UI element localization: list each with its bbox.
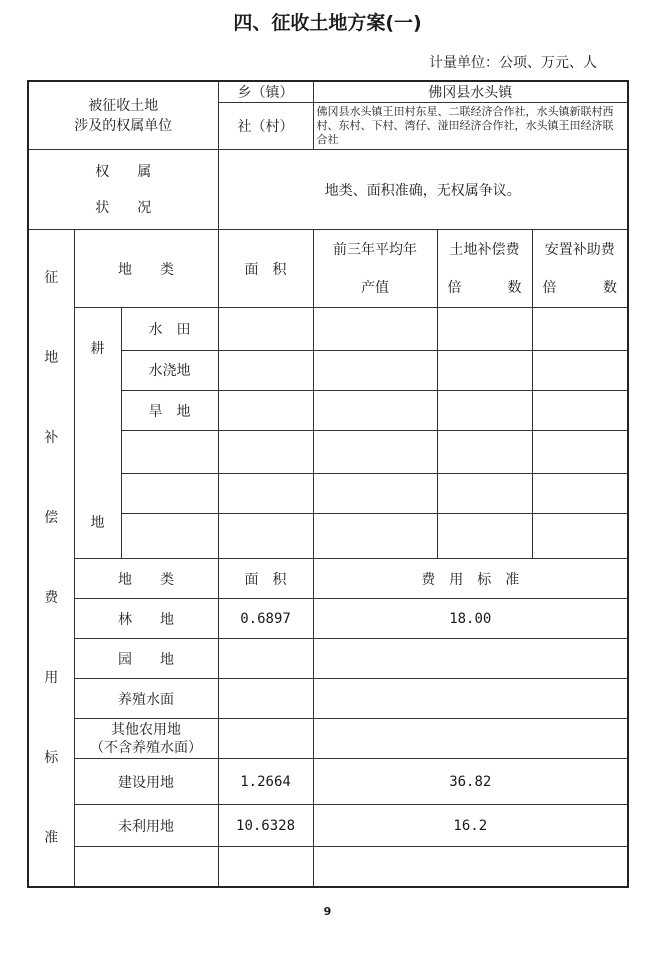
other-row-type: 养殖水面 [74, 679, 218, 719]
farmland-row-resettle [532, 473, 628, 513]
farmland-header-area: 面 积 [218, 230, 313, 308]
farmland-row-output [313, 350, 437, 390]
other-header-area: 面 积 [218, 559, 313, 599]
farmland-group-label [74, 308, 121, 559]
village-label: 社（村） [218, 103, 313, 150]
farmland-row-type [121, 473, 218, 513]
other-row-type [74, 719, 218, 759]
farmland-row-resettle [532, 308, 628, 351]
other-row-type: 园 地 [74, 639, 218, 679]
other-row-type-line2: （不含养殖水面） [90, 739, 203, 756]
other-row-area [218, 679, 313, 719]
other-row-area: 1.2664 [218, 759, 313, 805]
other-row-standard [313, 719, 628, 759]
farmland-row-resettle [532, 431, 628, 474]
status-value: 地类、面积准确，无权属争议。 [218, 150, 628, 230]
farmland-row-area [218, 514, 313, 559]
farmland-row-output [313, 390, 437, 430]
village-value: 佛冈县水头镇王田村东星、二联经济合作社，水头镇新联村西村、东村、下村、湾仔、湴田经济合作社，水头镇王田经济联合社 [313, 103, 628, 150]
output-line1: 前三年平均年 [333, 241, 418, 258]
side-char: 标 [44, 749, 59, 766]
comp-right: 数 [507, 279, 522, 296]
farmland-row-resettle [532, 350, 628, 390]
side-char: 准 [44, 829, 59, 846]
side-char: 费 [44, 589, 59, 606]
other-row-type-line1: 其他农用地 [111, 721, 182, 738]
ownership-label [28, 81, 218, 150]
farmland-row-area [218, 431, 313, 474]
farmland-row-type: 水 田 [121, 308, 218, 351]
farmland-group-top: 耕 [90, 341, 105, 357]
other-row-type: 未利用地 [74, 805, 218, 847]
other-row-standard [313, 639, 628, 679]
farmland-row-comp [437, 350, 532, 390]
farmland-row-area [218, 390, 313, 430]
side-char: 地 [44, 349, 59, 366]
side-char: 补 [44, 429, 59, 446]
farmland-row-type [121, 514, 218, 559]
resettle-right: 数 [603, 279, 618, 296]
other-row-area [218, 639, 313, 679]
other-row-standard [313, 679, 628, 719]
other-row-type [74, 847, 218, 887]
farmland-row-area [218, 473, 313, 513]
resettle-line1: 安置补助费 [544, 241, 615, 258]
farmland-header-land-type: 地 类 [74, 230, 218, 308]
other-row-area [218, 847, 313, 887]
side-label-column [28, 230, 74, 887]
other-row-standard: 18.00 [313, 599, 628, 639]
farmland-row-output [313, 473, 437, 513]
farmland-row-comp [437, 308, 532, 351]
township-label: 乡（镇） [218, 81, 313, 103]
other-row-standard: 16.2 [313, 805, 628, 847]
resettle-left: 倍 [542, 279, 557, 296]
other-row-area [218, 719, 313, 759]
other-row-area: 0.6897 [218, 599, 313, 639]
comp-left: 倍 [447, 279, 462, 296]
farmland-row-output [313, 431, 437, 474]
side-char: 用 [44, 669, 59, 686]
farmland-row-comp [437, 514, 532, 559]
other-header-land-type: 地 类 [74, 559, 218, 599]
status-label [28, 150, 218, 230]
comp-line1: 土地补偿费 [449, 241, 520, 258]
ownership-label-line2: 涉及的权属单位 [74, 117, 173, 134]
farmland-header-resettlement [532, 230, 628, 308]
farmland-row-area [218, 350, 313, 390]
ownership-label-line1: 被征收土地 [88, 97, 159, 114]
land-acquisition-table [27, 80, 629, 888]
other-header-standard: 费 用 标 准 [313, 559, 628, 599]
other-row-type: 建设用地 [74, 759, 218, 805]
farmland-row-resettle [532, 390, 628, 430]
other-row-type: 林 地 [74, 599, 218, 639]
farmland-row-output [313, 514, 437, 559]
status-label-line1: 权 属 [95, 163, 152, 180]
farmland-row-comp [437, 390, 532, 430]
farmland-row-type: 水浇地 [121, 350, 218, 390]
farmland-row-output [313, 308, 437, 351]
farmland-row-comp [437, 473, 532, 513]
farmland-row-type [121, 431, 218, 474]
farmland-header-compensation [437, 230, 532, 308]
status-label-line2: 状 况 [95, 199, 152, 216]
farmland-row-resettle [532, 514, 628, 559]
other-row-standard [313, 847, 628, 887]
farmland-row-comp [437, 431, 532, 474]
other-row-standard: 36.82 [313, 759, 628, 805]
farmland-header-output [313, 230, 437, 308]
other-row-area: 10.6328 [218, 805, 313, 847]
side-char: 偿 [44, 509, 59, 526]
side-char: 征 [44, 269, 59, 286]
page-title: 四、征收土地方案(一) [233, 12, 422, 34]
output-line2: 产值 [361, 279, 390, 296]
farmland-group-bottom: 地 [90, 515, 105, 531]
farmland-row-area [218, 308, 313, 351]
township-value: 佛冈县水头镇 [313, 81, 628, 103]
farmland-row-type: 旱 地 [121, 390, 218, 430]
measurement-unit: 计量单位：公项、万元、人 [429, 55, 597, 71]
page-number: 9 [323, 905, 332, 918]
